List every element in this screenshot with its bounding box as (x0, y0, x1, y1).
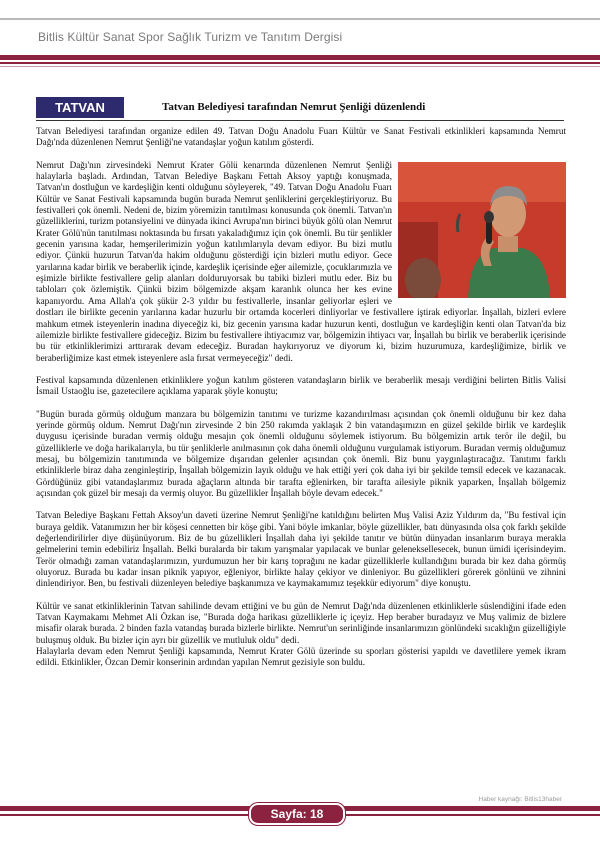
header-band-faint (0, 66, 600, 67)
magazine-title: Bitlis Kültür Sanat Spor Sağlık Turizm ve Tanıtım Dergisi (38, 30, 343, 44)
article-body (36, 126, 566, 680)
paragraph: Tatvan Belediye Başkanı Fettah Aksoy'un daveti üzerine Nemrut Şenliği'ne katıldığını belirten Muş Valisi Aziz Yıldırım da, "Bu festival için buraya geldik. Vatanımızın her bir köşesi cennetten bir köşe gibi. Yani böyle imkanlar, böyle güzellikler, batı dünyasında olsa çok farklı şekilde değerlendirilirler diye düşünüyorum. Biz de bu güzellikleri İnşallah daha iyi şekilde tanıtır ve bütün dünyadan insanlarım buraya merakla gelmelerini temin edebiliriz İnşallah. Belki buralarda bir takım yarışmalar yapılacak ve bunlar geleneksellesecek, bunun ümidi içerisindeyim. Terör olmadığı zaman vatandaşlarımızın, yurdumuzun her bir karış toprağını ne kadar güzelliklerle kullandığını burada bir kez daha görmüş oluyoruz. Burada bu kadar insan piknik yapıyor, eğleniyor, birlikte halay çekiyor ve dinleniyor. Bu güzellikleri görerek gönlünü ve zihnini dinlendiriyor. Ben, bu festivali düzenleyen belediye başkanımıza ve kaymakamımız teşekkür ediyorum" diye konuştu. (36, 510, 566, 589)
page-number-badge: Sayfa: 18 (249, 803, 345, 825)
photo-illustration (398, 162, 566, 298)
paragraph: Tatvan Belediyesi tarafından organize edilen 49. Tatvan Doğu Anadolu Fuarı Kültür ve Sanat Festivali etkinlikleri kapsamında Nemrut Dağı'nda düzenlenen Nemrut Şenliği'ne vatandaşlar yoğun katılım gösterdi. (36, 126, 566, 148)
paragraph: Nemrut Dağı'nın zirvesindeki Nemrut Krater Gölü kenarında düzenlenen Nemrut Şenliği halaylarla başladı. Ardından, Tatvan Belediye Başkanı Fettah Aksoy yaptığı konuşmada, Tatvan'ın dostluğun ve kardeşliğin kenti olduğunu söyleyerek, "49. Tatvan Doğu Anadolu Fuarı Kültür ve Sanat Festivali kapsamında bugün burada Nemrut şenliklerini gerçekleştiriyoruz. Bu festivalleri çok önemli. Nedeni de, bizim yöremizin tanıtılması konusunda çok önemli. Tatvan'ın güzelliklerini, turizm potansiyelini ve dünyada ikinci Avrupa'nın birinci büyük gölü olan Nemrut Krater Gölü'nün tanıtılması noktasında bu fırsatı yakaladığımız için çok önemli. Bu tür şenlikler gecenin yarısına kadar, hemşerilerimizin yoğun katılımlarıyla devam ediyor. Bu bizi mutlu ediyor. Çünkü huzurun Tatvan'da hakim olduğunu gösterdiği için bizleri mutlu ediyor. Gece yarılarına kadar birlik ve beraberlik içinde, kardeşlik içerisinde eğer ailemizle, çocuklarımızla ve eşimizle birlikte festivallere gelip alanları dolduruyorsak bu tabiki bizleri mutlu eder. Biz bu tabloları çok özlemiştik. Çünkü bizim bölgemizde akşam karanlık olunca her kes evine kapanıyordu. Ama Allah'a çok şükür 2-3 yıldır bu festivallerle, insanlar geliyorlar eşleri ve dostları ile birlikte gecenin yarılarına kadar huzurlu bir ortamda kocerleri dinliyorlar ve festivallere iştirak ediyorlar. İnşallah, bizleri evlere mahkum etmek isteyenlerin inadına diyeceğiz ki, biz gecenin yarısına kadar huzurun kenti, dostluğun ve kardeşliğin kenti olan Tatvan'da biz ailemizle birlikte festivallere gideceğiz. Bizim bu festivallere ihtiyacımız var, bölgemizin ihtiyacı var, İnşallah bu birlik ve beraberlik içerisinde bu tür etkinliklerimizi arttırarak devam edeceğiz. Buradan haykırıyoruz ve diyorum ki, bizim huzurumuza, kardeşliğimize, birlik ve beraberliğimize kast etmek isteyenlere asla fırsat vermeyeceğiz" dedi. (36, 159, 566, 363)
header-band (0, 55, 600, 60)
headline-underline (36, 120, 564, 121)
mayor-speaking-photo (398, 162, 566, 298)
news-source-credit: Haber kaynağı: Bitlis13haber (478, 796, 562, 803)
paragraph: Festival kapsamında düzenlenen etkinliklere yoğun katılım gösteren vatandaşların birlik ve beraberlik mesajı verdiğini belirten Bitlis Valisi İsmail Ustaoğlu ise, gazetecilere açıklama yaparak şöyle konuştu; (36, 374, 566, 397)
header-band-thin (0, 62, 600, 64)
paragraph: Kültür ve sanat etkinliklerinin Tatvan sahilinde devam ettiğini ve bu gün de Nemrut Dağı'nda düzenlenen etkinliklerle süslendiğini ifade eden Tatvan Kaymakamı Mehmet Ali Özkan ise, "Burada doğa harikası güzelliklerle iç içeyiz. Hep beraber buradayız ve Muş valimiz de bizlere misafir olarak burada. 2 binden fazla vatandaş burada bizlerle birlikte. Nemrut'un serinliğinde insanlarımızın gönlündeki sıcaklığın güzelliğiyle buluşmuş olduk. Bu bizler için ayrı bir güzellik ve mutluluk oldu" dedi. Halaylarla devam eden Nemrut Şenliği kapsamında, Nemrut Krater Gölü üzerinde su sporları gösterisi yapıldı ve davetlilere yemek ikram edildi. Etkinlikler, Özcan Demir konserinin ardından yapılan Nemrut gezisiyle son buldu. (36, 600, 566, 668)
header-top-rule (0, 18, 600, 20)
article-headline: Tatvan Belediyesi tarafından Nemrut Şenliği düzenlendi (162, 101, 426, 113)
category-badge: TATVAN (36, 97, 124, 118)
paragraph: "Bugün burada görmüş olduğum manzara bu bölgemizin tanıtımı ve turizme kazandırılması açısından çok önemli olduğunu bir kez daha yerinde görmüş oldum. Nemrut Dağı'nın zirvesinde 2 bin 250 rakımda yaklaşık 2 bin vatandaşımızın en güzel şekilde birlik ve kardeşlik duygusu içerisinde buradan vermiş olduğu mesajın çok önemli olduğunu söylemek istiyorum. Bu bölgemizin artık terör ile değil, bu güzelliklerle ve doğa harikalarıyla, bu tür şenliklerle anılmasının çok daha önemli olduğunu vurgulamak istiyorum. Buradan vermiş olduğumuz mesaj, bu bölgemizin tanıtımında ve bölgemize dışarıdan gelenler açısından çok önemli. Biz bunu yaygınlaştıracağız. Tanıtımı farklı etkinliklerle biraz daha zenginleştirip, İnşallah bölgemizin layık olduğu ve hak ettiği yeri çok daha iyi bir şekilde temsil edecek ve kazanacak. Gördüğünüz gibi vatandaşlarımız burada ağaçların altında bir tarafta eğlenirken, bir tarafta ailesiyle piknik yaparken, İnşallah bölgemiz açısından çok güzel bir mesajı da vermiş oluyor. Bu güzellikler İnşallah böyle devam edecek." (36, 408, 566, 498)
